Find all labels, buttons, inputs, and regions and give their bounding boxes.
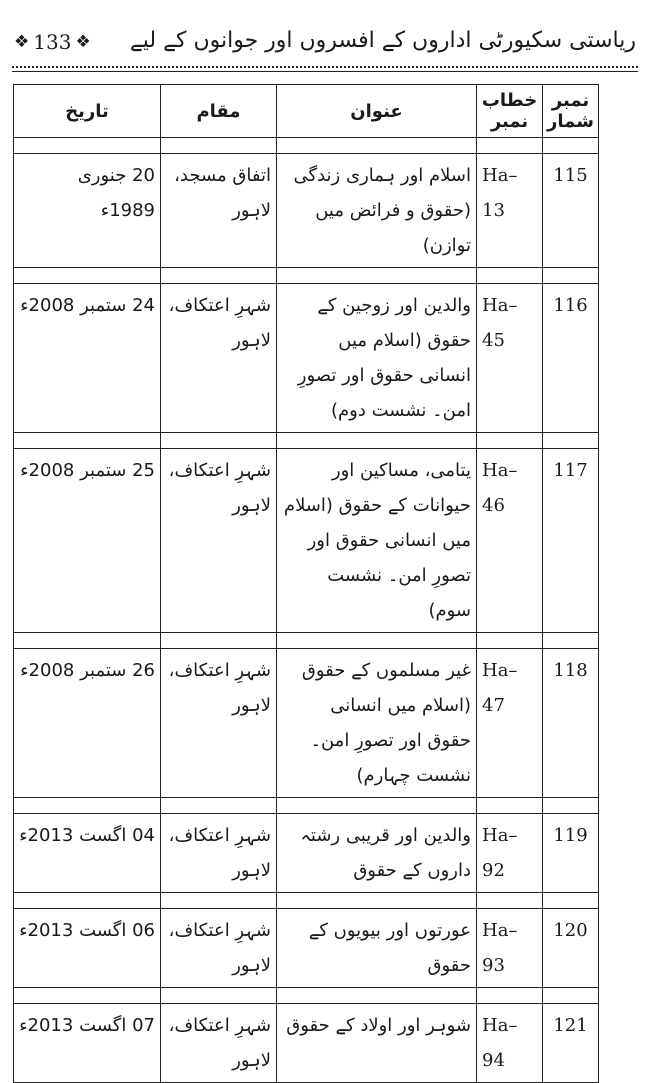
cell-place: شہرِ اعتکاف، لاہور <box>161 649 277 798</box>
running-title: ریاستی سکیورٹی اداروں کے افسروں اور جوانوں کے لیے <box>129 28 636 53</box>
cell-date: 26 ستمبر 2008ء <box>14 649 161 798</box>
cell-code: Ha–45 <box>477 284 543 433</box>
cell-title: والدین اور قریبی رشتہ داروں کے حقوق <box>277 814 477 893</box>
cell-place: شہرِ اعتکاف، لاہور <box>161 449 277 633</box>
table-row <box>14 1004 599 1083</box>
header-dotted-rule <box>12 66 638 68</box>
cell-serial: 118 <box>543 649 599 798</box>
cell-code: Ha–92 <box>477 814 543 893</box>
cell-title: غیر مسلموں کے حقوق (اسلام میں انسانی حقوق اور تصورِ امن۔ نشست چہارم) <box>277 649 477 798</box>
cell-date: 07 اگست 2013ء <box>14 1004 161 1083</box>
header-date: تاریخ <box>14 85 161 138</box>
page-number-group <box>14 30 91 54</box>
cell-date: 20 جنوری 1989ء <box>14 154 161 268</box>
page-header <box>0 0 650 72</box>
table-row <box>14 154 599 268</box>
table-header-row <box>14 85 599 138</box>
cell-code: Ha–13 <box>477 154 543 268</box>
header-solid-rule <box>12 71 638 72</box>
cell-place: شہرِ اعتکاف، لاہور <box>161 814 277 893</box>
cell-date: 25 ستمبر 2008ء <box>14 449 161 633</box>
cell-date: 24 ستمبر 2008ء <box>14 284 161 433</box>
cell-serial: 119 <box>543 814 599 893</box>
ornament-right-icon: ❖ <box>75 31 91 52</box>
cell-serial: 116 <box>543 284 599 433</box>
table-row <box>14 284 599 433</box>
header-serial: نمبر شمار <box>543 85 599 138</box>
ornament-left-icon: ❖ <box>14 31 30 52</box>
cell-serial: 120 <box>543 909 599 988</box>
cell-serial: 121 <box>543 1004 599 1083</box>
lectures-table <box>13 84 599 1083</box>
table-row <box>14 649 599 798</box>
cell-title: اسلام اور ہماری زندگی (حقوق و فرائض میں توازن) <box>277 154 477 268</box>
cell-title: عورتوں اور بیویوں کے حقوق <box>277 909 477 988</box>
cell-title: یتامی، مساکین اور حیوانات کے حقوق (اسلام میں انسانی حقوق اور تصورِ امن۔ نشست سوم) <box>277 449 477 633</box>
cell-code: Ha–47 <box>477 649 543 798</box>
header-place: مقام <box>161 85 277 138</box>
cell-date: 06 اگست 2013ء <box>14 909 161 988</box>
cell-date: 04 اگست 2013ء <box>14 814 161 893</box>
table-row <box>14 909 599 988</box>
cell-place: شہرِ اعتکاف، لاہور <box>161 284 277 433</box>
cell-code: Ha–46 <box>477 449 543 633</box>
cell-serial: 115 <box>543 154 599 268</box>
table-row <box>14 814 599 893</box>
header-title: عنوان <box>277 85 477 138</box>
cell-code: Ha–94 <box>477 1004 543 1083</box>
cell-code: Ha–93 <box>477 909 543 988</box>
cell-serial: 117 <box>543 449 599 633</box>
cell-place: شہرِ اعتکاف، لاہور <box>161 909 277 988</box>
cell-place: اتفاق مسجد، لاہور <box>161 154 277 268</box>
cell-place: شہرِ اعتکاف، لاہور <box>161 1004 277 1083</box>
page-number: 133 <box>33 30 72 54</box>
table-row <box>14 449 599 633</box>
cell-title: شوہر اور اولاد کے حقوق <box>277 1004 477 1083</box>
cell-title: والدین اور زوجین کے حقوق (اسلام میں انسانی حقوق اور تصورِ امن۔ نشست دوم) <box>277 284 477 433</box>
header-code: خطاب نمبر <box>477 85 543 138</box>
